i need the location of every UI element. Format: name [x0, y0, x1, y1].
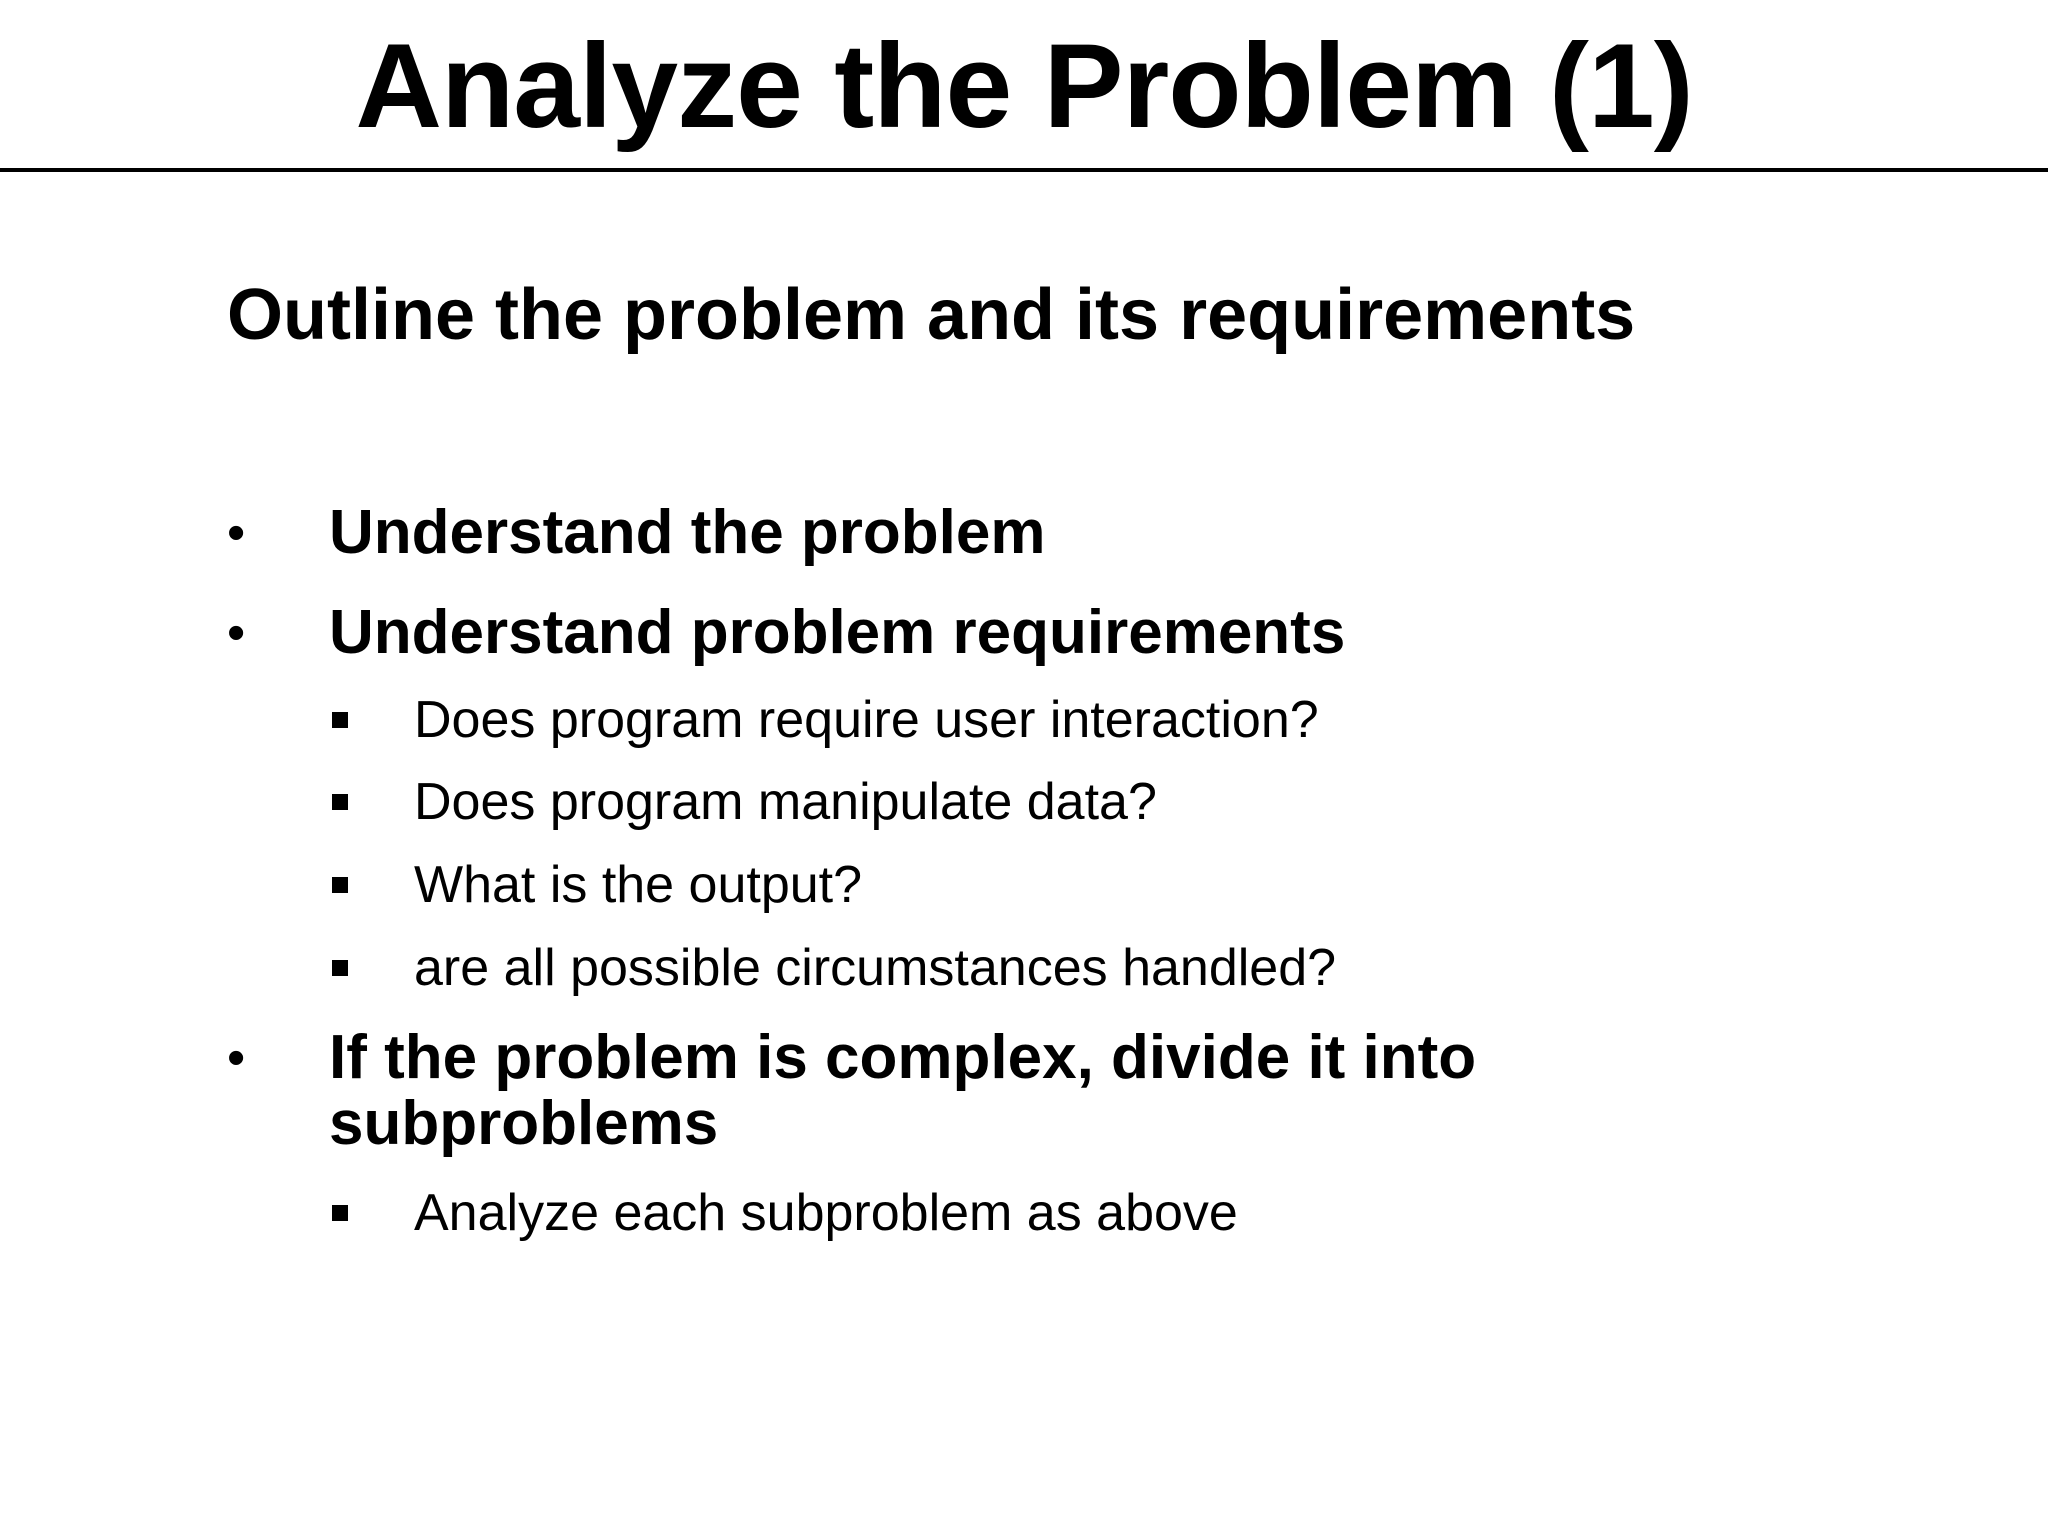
square-bullet-icon — [332, 1205, 348, 1221]
bullet-text: If the problem is complex, divide it into subproblems — [329, 1023, 1477, 1158]
sub-bullet-text: What is the output? — [414, 856, 863, 914]
bullet-text: Understand problem requirements — [329, 598, 1346, 667]
sub-bullet-text: are all possible circumstances handled? — [414, 939, 1337, 997]
square-bullet-icon — [332, 877, 348, 893]
bullet-marker: • — [227, 1029, 246, 1087]
slide-subtitle: Outline the problem and its requirements — [227, 275, 1636, 355]
sub-bullet-text: Does program require user interaction? — [414, 691, 1319, 749]
bullet-marker: • — [227, 604, 246, 662]
square-bullet-icon — [332, 960, 348, 976]
square-bullet-icon — [332, 712, 348, 728]
bullet-marker: • — [227, 504, 246, 562]
bullet-text: Understand the problem — [329, 498, 1046, 567]
title-divider — [0, 168, 2048, 172]
sub-bullet-text: Analyze each subproblem as above — [414, 1184, 1238, 1242]
square-bullet-icon — [332, 794, 348, 810]
sub-bullet-text: Does program manipulate data? — [414, 773, 1157, 831]
slide-title: Analyze the Problem (1) — [355, 19, 1693, 153]
